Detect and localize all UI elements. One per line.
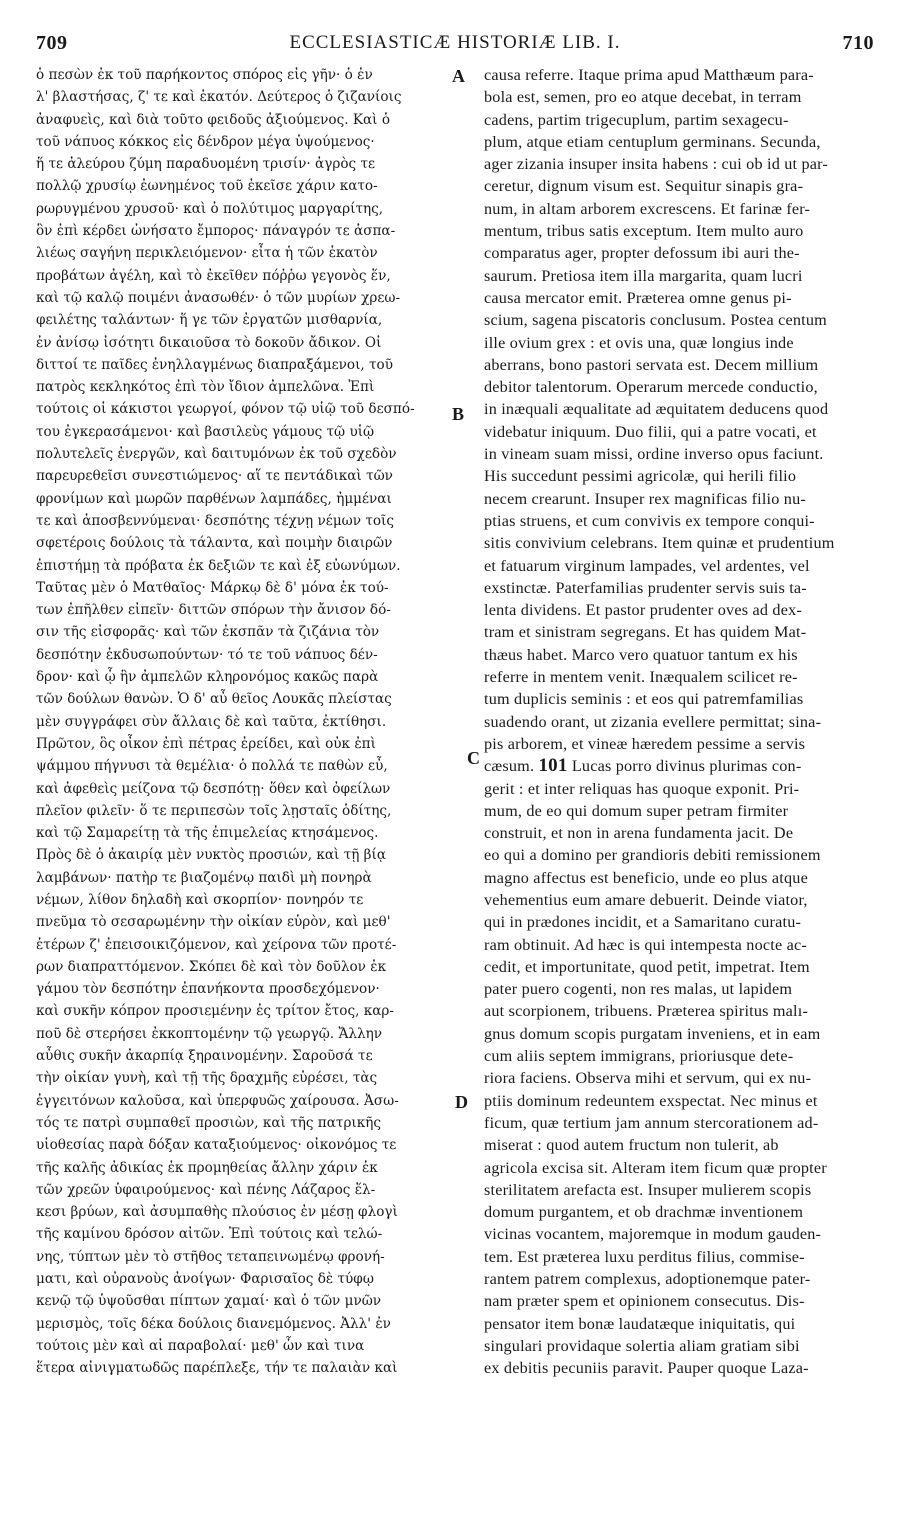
latin-text-line: pis arborem, et vineæ hæredem pessime a servis xyxy=(484,734,806,753)
greek-text-line: τὴν οἰκίαν γυνὴ, καὶ τῇ τῆς δραχμῆς εὑρέσει, τὰς xyxy=(36,1070,378,1087)
greek-text-line: τούτοις οἱ κάκιστοι γεωργοί, φόνον τῷ υἱῷ τοῦ δεσπό- xyxy=(36,401,415,418)
greek-text-line: τῶν χρεῶν ὑφαιρούμενος· καὶ πένης Λάζαρος ἕλ- xyxy=(36,1181,376,1198)
latin-text-line: ille ovium grex : et ovis una, quæ longius inde xyxy=(484,333,794,352)
latin-text-line: debitor talentorum. Operarum mercede conductio, xyxy=(484,378,818,397)
latin-text-line: vicinas vocantem, majoremque in modum gauden- xyxy=(484,1225,822,1244)
greek-text-line: νέμων, λίθον δηλαδὴ καὶ σκορπίον· πονηρόν τε xyxy=(36,891,364,908)
latin-text-line: sterilitatem arefacta est. Insuper mulierem scopis xyxy=(484,1180,812,1199)
latin-text-line: vehementius eum amare debuerit. Deinde viator, xyxy=(484,890,808,909)
section-marker-c: C xyxy=(467,748,480,768)
latin-text-line: bola est, semen, pro eo atque decebat, in terram xyxy=(484,88,802,107)
greek-text-line: ψάμμου πήγνυσι τὰ θεμέλια· ὁ πολλά τε παθὼν εὖ, xyxy=(36,758,388,775)
greek-text-line: αὖθις συκῆν ἀκαρπίᾳ ξηραινομένην. Σαροῦσά τε xyxy=(36,1048,373,1065)
latin-text-line: ptias struens, et cum convivis ex tempore conqui- xyxy=(484,511,815,530)
greek-text-line: διττοί τε παῖδες ἐνηλλαγμένως διαπραξάμενοι, τοῦ xyxy=(36,356,394,373)
greek-text-line: καὶ τῷ καλῷ ποιμένι ἀνασωθέν· ὁ τῶν μυρίων χρεω- xyxy=(36,289,401,306)
latin-text-line: comparatus ager, propter defossum ibi auri the- xyxy=(484,244,800,263)
latin-text-line: ptiis dominum redeuntem exspectat. Nec minus et xyxy=(484,1091,818,1110)
latin-text-line: ex debitis pecuniis paravit. Pauper quoque Laza- xyxy=(484,1359,809,1378)
latin-text-line: et fatuarum virginum lampades, vel ardentes, vel xyxy=(484,556,810,575)
greek-text-line: ἕτερα αἰνιγματωδῶς παρέπλεξε, τήν τε παλαιὰν καὶ xyxy=(36,1360,398,1377)
greek-text-line: φρονίμων καὶ μωρῶν παρθένων λαμπάδες, ἠμμέναι xyxy=(36,490,392,507)
greek-text-line: πλεῖον φιλεῖν· ὅ τε περιπεσὼν τοῖς λῃσταῖς ὁδίτης, xyxy=(36,802,392,819)
latin-text-line: His succedunt pessimi agricolæ, qui herili filio xyxy=(484,467,797,486)
greek-text-line: δεσπότην ἐκδυσωπούντων· τό τε τοῦ νάπυος δέν- xyxy=(36,646,378,663)
latin-text-line: cadens, partim trigecuplum, partim sexagecu- xyxy=(484,110,789,129)
latin-text-column xyxy=(484,64,870,1380)
latin-text-line: num, in altam arborem excrescens. Et farinæ fer- xyxy=(484,199,811,218)
latin-text-line: ceretur, dignum visum est. Sequitur sinapis gra- xyxy=(484,177,804,196)
latin-text-line: qui in prædones incidit, et a Samaritano curatu- xyxy=(484,913,802,932)
greek-text-line: λιέως σαγήνη περικλειόμενον· εἶτα ἡ τῶν ἑκατὸν xyxy=(36,245,378,262)
greek-text-line: νης, τύπτων μὲν τὸ στῆθος τεταπεινωμένῳ φρονή- xyxy=(36,1248,385,1265)
greek-text-line: τῆς καλῆς ἀδικίας ἐκ προμηθείας ἄλλην χάριν ἐκ xyxy=(36,1159,378,1176)
latin-text-line: magno affectus est beneficio, unde eo plus atque xyxy=(484,868,808,887)
greek-text-line: Ταῦτας μὲν ὁ Ματθαῖος· Μάρκῳ δὲ δ' μόνα ἐκ τού- xyxy=(36,579,389,596)
greek-text-line: ἀναφυεὶς, καὶ διὰ τοῦτο φειδοῦς ἀξιούμενος. Καὶ ὁ xyxy=(36,111,391,128)
latin-text-line: cæsum. 101 Lucas porro divinus plurimas con- xyxy=(484,755,802,777)
greek-text-line: ἐγγειτόνων καλοῦσα, καὶ ὑπερφυῶς χαίρουσα. Ἀσω- xyxy=(36,1092,399,1109)
section-marker-a: A xyxy=(452,66,465,86)
latin-text-line: aut scorpionem, tribuens. Præterea spiritus malı- xyxy=(484,1002,809,1021)
greek-text-line: ὃν ἐπὶ κέρδει ὠνήσατο ἔμπορος· πάναγρόν τε ἁσπα- xyxy=(36,223,396,240)
greek-text-line: ἥ τε ἀλεύρου ζύμη παραδυομένη τρισίν· ἀγρὸς τε xyxy=(36,156,376,173)
greek-text-line: παρευρεθεῖσι συνεστιώμενος· αἵ τε πεντάδικαὶ τῶν xyxy=(36,468,393,485)
greek-text-line: υἱοθεσίας παρὰ δόξαν καταξιούμενος· οἰκονόμος τε xyxy=(36,1137,397,1154)
latin-text-line: eo qui a domino per grandioris debiti remissionem xyxy=(484,846,821,865)
latin-text-line: singulari providaque solertia aliam gratiam sibi xyxy=(484,1336,800,1355)
latin-text-line: tum duplicis seminis : et eos qui patremfamilias xyxy=(484,690,804,709)
latin-text-line: plum, atque etiam centuplum germinans. Secunda, xyxy=(484,132,821,151)
latin-text-line: agricola excisa sit. Alteram item ficum quæ propter xyxy=(484,1158,827,1177)
latin-text-line: ager zizania insuper insita habens : cui ob id ut par- xyxy=(484,155,829,174)
greek-text-line: πολυτελεῖς ἐνεργῶν, καὶ δαιτυμόνων ἐκ τοῦ σχεδὸν xyxy=(36,446,397,463)
latin-text-line: mum, de eo qui domum super petram firmiter xyxy=(484,801,789,820)
greek-text-line: τῶν δούλων θανὼν. Ὁ δ' αὖ θεῖος Λουκᾶς πλείστας xyxy=(36,691,392,708)
running-header xyxy=(36,32,874,58)
latin-text-line: necem crearunt. Insuper rex magnificas filio nu- xyxy=(484,489,806,508)
greek-text-line: ρων διαπραττόμενον. Σκόπει δὲ καὶ τὸν δοῦλον ἐκ xyxy=(36,958,387,975)
greek-text-line: καὶ συκῆν κόπρον προσιεμένην ἐς τρίτον ἔτος, καρ- xyxy=(36,1003,394,1020)
latin-text-line: aberrans, bono pastori servata est. Decem millium xyxy=(484,355,819,374)
latin-text-line: suadendo orant, ut zizania evellere permittat; sina- xyxy=(484,712,822,731)
latin-text-line: exstinctæ. Paterfamilias prudenter servis suis ta- xyxy=(484,578,807,597)
latin-text-line: tram et sinistram segregans. Et has quidem Mat- xyxy=(484,623,807,642)
greek-text-line: κεσι βρύων, καὶ ἀσυμπαθὴς πλούσιος ἐν μέσῃ φλογὶ xyxy=(36,1204,398,1221)
greek-text-line: σφετέροις δούλοις τὰ τάλαντα, καὶ ποιμὴν διαιρῶν xyxy=(36,535,393,552)
greek-text-line: καὶ τῷ Σαμαρείτῃ τὰ τῆς ἐπιμελείας κτησάμενος. xyxy=(36,825,379,842)
greek-text-line: ἑτέρων ζ' ἐπεισοικιζόμενον, καὶ χείρονα τῶν προτέ- xyxy=(36,936,397,953)
latin-text-line: miserat : quod autem fructum non tulerit, ab xyxy=(484,1136,779,1155)
greek-text-line: φειλέτης ταλάντων· ἥ γε τῶν ἐργατῶν μισθαρνία, xyxy=(36,312,383,329)
greek-text-line: ρωρυγμένου χρυσοῦ· καὶ ὁ πολύτιμος μαργαρίτης, xyxy=(36,200,384,217)
greek-text-line: των ἐπῆλθεν εἰπεῖν· διττῶν σπόρων τὴν ἄνισον δό- xyxy=(36,602,391,619)
latin-text-line: thæus habet. Marco vero quatuor tantum ex his xyxy=(484,645,798,664)
greek-text-line: ποῦ δὲ στερήσει ἐκκοπτομένην τῷ γεωργῷ. Ἄλλην xyxy=(36,1025,383,1042)
latin-text-line: referre in mentem venit. Inæqualem scilicet re- xyxy=(484,668,798,687)
latin-text-line: nam præter spem et opinionem consecutus. Dis- xyxy=(484,1292,805,1311)
greek-text-line: πνεῦμα τὸ σεσαρωμένην τὴν οἰκίαν εὑρὸν, καὶ μεθ' xyxy=(36,914,391,931)
latin-text-line: mentum, tribus satis exceptum. Item multo auro xyxy=(484,222,804,241)
latin-text-line: causa mercator emit. Præterea omne genus pi- xyxy=(484,288,792,307)
greek-text-line: τοῦ νάπυος κόκκος εἰς δένδρον μέγα ὑψούμενος· xyxy=(36,133,375,150)
latin-text-line: rantem patrem complexus, adoptionemque pater- xyxy=(484,1270,811,1289)
greek-text-line: λαμβάνων· πατὴρ τε βιαζομένῳ παιδὶ μὴ πονηρὰ xyxy=(36,869,372,886)
right-page-number: 710 xyxy=(842,32,874,54)
greek-text-column xyxy=(36,64,446,1380)
latin-text-line: lenta dividens. Et pastor prudenter oves ad dex- xyxy=(484,601,802,620)
latin-text-line: videbatur iniquum. Duo filii, qui a patre vocati, et xyxy=(484,422,817,441)
greek-text-line: δρον· καὶ ᾧ ἣν ἀμπελῶν κληρονόμος κακῶς παρὰ xyxy=(36,669,379,686)
greek-text-line: πολλῷ χρυσίῳ ἐωνημένος τοῦ ἐκεῖσε χάριν κατο- xyxy=(36,178,378,195)
inline-page-number: 101 xyxy=(538,755,568,777)
greek-text-line: κενῷ τῷ ὑψοῦσθαι πίπτων χαμαί· καὶ ὁ τῶν μνῶν xyxy=(36,1293,382,1310)
greek-text-line: Πρῶτον, ὃς οἶκον ἐπὶ πέτρας ἐρείδει, καὶ οὐκ ἐπὶ xyxy=(36,735,376,752)
section-marker-b: B xyxy=(452,404,465,424)
latin-text-line: gerit : et inter reliquas has quoque exponit. Pri- xyxy=(484,779,800,798)
greek-text-line: γάμου τὸν δεσπότην ἐπανήκοντα προσδεχόμενον· xyxy=(36,981,380,998)
greek-text-line: προβάτων ἀγέλη, καὶ τὸ ἐκεῖθεν πόῤῥω γεγονὸς ἕν, xyxy=(36,267,391,284)
latin-text-line: domum purgantem, et ob drachmæ inventionem xyxy=(484,1203,804,1222)
greek-text-line: τός τε πατρὶ συμπαθεῖ προσιὼν, καὶ τῆς πατρικῆς xyxy=(36,1114,382,1131)
latin-text-line: cum aliis septem immigrans, prioriusque dete- xyxy=(484,1047,794,1066)
greek-text-line: Πρὸς δὲ ὁ ἀκαιρίᾳ μὲν νυκτὸς προσιών, καὶ τῇ βίᾳ xyxy=(36,847,387,864)
running-title: ECCLESIASTICÆ HISTORIÆ LIB. I. xyxy=(289,32,621,53)
greek-text-line: ἐπιστήμῃ τὰ πρόβατα ἐκ δεξιῶν τε καὶ ἐξ εὐωνύμων. xyxy=(36,557,401,574)
greek-text-line: σιν τῆς εἰσφορᾶς· καὶ τῶν ἐκσπᾶν τὰ ζιζάνια τὸν xyxy=(36,624,380,641)
greek-text-line: του ἐγκερασάμενοι· καὶ βασιλεὺς γάμους τῷ υἱῷ xyxy=(36,423,375,440)
latin-text-line: in inæquali æqualitate ad æquitatem deducens quod xyxy=(484,400,829,419)
latin-text-line: sitis convivium celebrans. Item quinæ et prudentium xyxy=(484,534,835,553)
latin-text-line: in vineam suam missi, ordine inverso opus faciunt. xyxy=(484,445,824,464)
greek-text-line: τούτοις μὲν καὶ αἱ παραβολαί· μεθ' ὧν καὶ τινα xyxy=(36,1337,365,1354)
latin-text-line: cedit, et importunitate, quod petit, impetrat. Item xyxy=(484,957,810,976)
latin-text-line: scium, sagena piscatoris conclusum. Postea centum xyxy=(484,311,827,330)
latin-text-line: tem. Est præterea luxu perditus filius, commise- xyxy=(484,1247,805,1266)
greek-text-line: τε καὶ ἀποσβεννύμεναι· δεσπότης τέχνῃ νέμων τοῖς xyxy=(36,512,394,529)
greek-text-line: τῆς καμίνου δρόσον αἰτῶν. Ἐπὶ τούτοις καὶ τελώ- xyxy=(36,1226,383,1243)
left-page-number: 709 xyxy=(36,32,68,54)
latin-text-line: pensator item bonæ laudatæque iniquitatis, qui xyxy=(484,1314,796,1333)
greek-text-line: καὶ ἀφεθεὶς μείζονα τῷ δεσπότῃ· ὅθεν καὶ ὀφείλων xyxy=(36,780,391,797)
section-marker-d: D xyxy=(455,1092,468,1112)
latin-text-line: ficum, quæ tertium jam annum stercorationem ad- xyxy=(484,1113,819,1132)
greek-text-line: ματι, καὶ οὐρανοὺς ἀνοίγων· Φαρισαῖος δὲ τύφῳ xyxy=(36,1271,374,1288)
greek-text-line: ἐν ἀνίσῳ ἰσότητι δικαιοῦσα τὸ δοκοῦν ἄδικον. Οἱ xyxy=(36,334,382,351)
latin-text-line: saurum. Pretiosa item illa margarita, quam lucri xyxy=(484,266,803,285)
greek-text-line: μερισμὸς, τοῖς δέκα δούλοις διανεμόμενος. Ἀλλ' ἐν xyxy=(36,1315,391,1332)
greek-text-line: ὁ πεσὼν ἐκ τοῦ παρήκοντος σπόρος εἰς γῆν· ὁ ἐν xyxy=(36,67,373,83)
greek-text-line: λ' βλαστήσας, ζ' τε καὶ ἑκατόν. Δεύτερος ὁ ζιζανίοις xyxy=(36,89,402,106)
greek-text-line: μὲν συγγράφει σὺν ἄλλαις δὲ καὶ ταῦτα, ἐκτίθησι. xyxy=(36,713,387,730)
latin-text-line: pater puero cogenti, non res malas, ut lapidem xyxy=(484,980,793,999)
latin-text-line: ram obtinuit. Ad hæc is qui intempesta nocte ac- xyxy=(484,935,807,954)
latin-text-line: gnus domum scopis purgatam inveniens, et in eam xyxy=(484,1024,821,1043)
greek-text-line: πατρὸς κεκληκότος ἐπὶ τὸν ἴδιον ἀμπελῶνα. Ἐπὶ xyxy=(36,379,375,396)
latin-text-line: construit, et non in arena fundamenta jacit. De xyxy=(484,824,794,843)
latin-text-line: causa referre. Itaque prima apud Matthæum para- xyxy=(484,66,814,84)
latin-text-line: riora faciens. Observa mihi et servum, qui ex nu- xyxy=(484,1069,812,1088)
